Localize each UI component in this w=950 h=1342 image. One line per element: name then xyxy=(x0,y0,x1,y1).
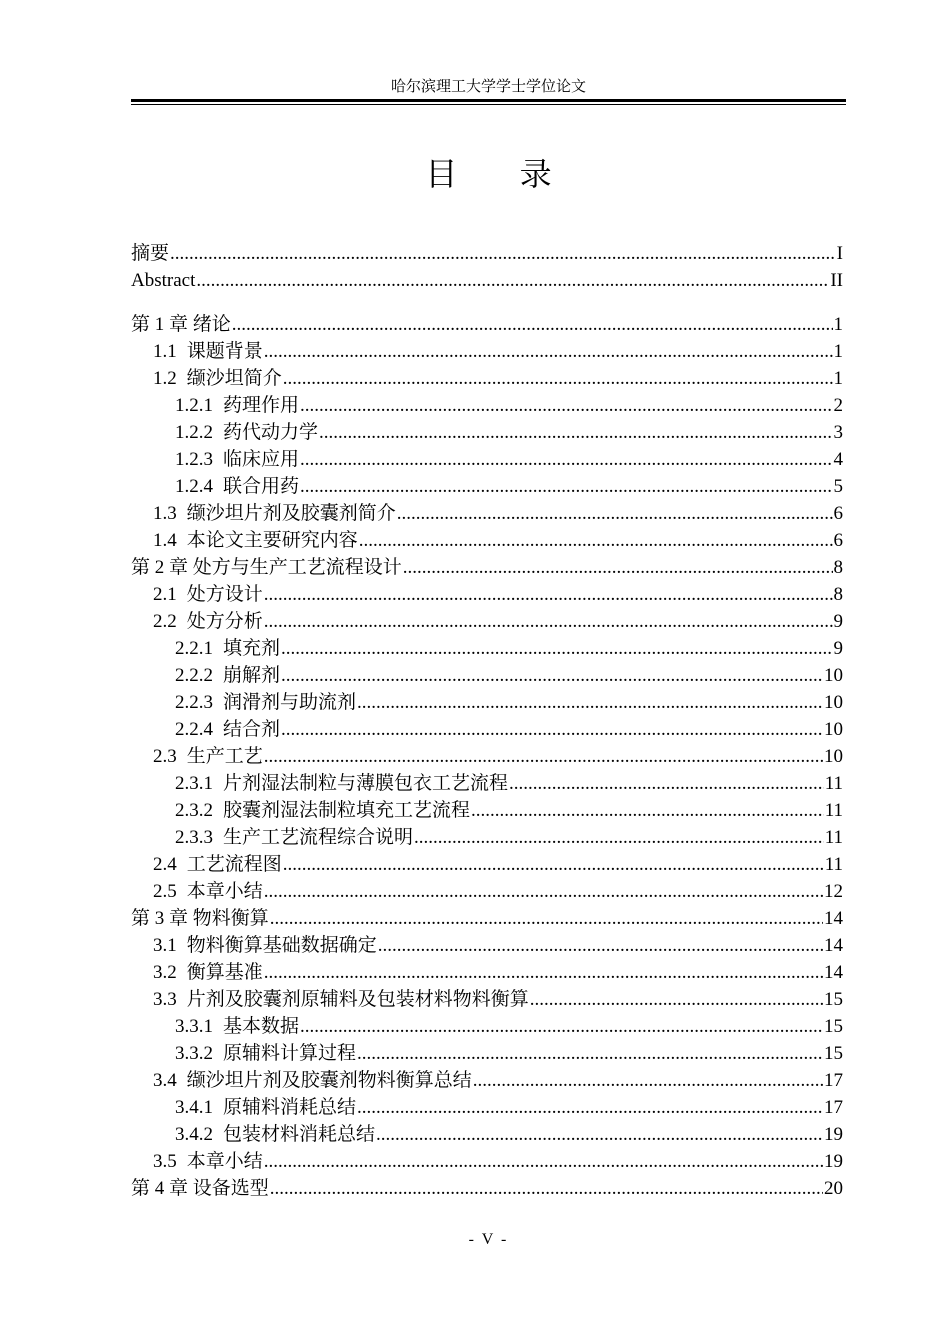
toc-entry-page: 4 xyxy=(833,449,843,470)
toc-entry-page: 6 xyxy=(833,503,843,524)
toc-entry-label xyxy=(131,240,169,267)
toc-entry-label xyxy=(175,824,413,851)
toc-entry-number: 2.3.1 xyxy=(175,773,213,794)
toc-entry[interactable] xyxy=(131,1175,843,1202)
toc-leader-dots xyxy=(414,824,824,851)
toc-leader-dots xyxy=(264,338,833,365)
toc-entry-label xyxy=(175,716,280,743)
toc-entry-number: 3.1 xyxy=(153,935,177,956)
toc-leader-dots xyxy=(170,240,836,267)
header-rule-thin xyxy=(131,104,846,105)
toc-entry-page: 8 xyxy=(833,557,843,578)
toc-entry-page: 20 xyxy=(824,1178,843,1199)
toc-entry-title: 胶囊剂湿法制粒填充工艺流程 xyxy=(223,800,471,821)
toc-entry[interactable] xyxy=(131,365,843,392)
toc-leader-dots xyxy=(403,554,833,581)
toc-leader-dots xyxy=(397,500,833,527)
toc-entry-title: 原辅料计算过程 xyxy=(223,1043,357,1064)
toc-entry[interactable] xyxy=(131,959,843,986)
toc-entry[interactable] xyxy=(131,905,843,932)
toc-entry-label xyxy=(153,581,263,608)
toc-entry-page: 1 xyxy=(833,314,843,335)
toc-entry[interactable] xyxy=(131,716,843,743)
toc-entry-number: 3.2 xyxy=(153,962,177,983)
toc-entry-label xyxy=(153,1067,472,1094)
toc-entry-number: 第 3 章 xyxy=(131,908,193,929)
toc-leader-dots xyxy=(357,689,823,716)
toc-leader-dots xyxy=(283,851,824,878)
toc-entry-label xyxy=(175,1040,356,1067)
toc-entry-title: 片剂及胶囊剂原辅料及包装材料物料衡算 xyxy=(186,989,529,1010)
toc-entry-page: 17 xyxy=(824,1070,843,1091)
toc-entry-label xyxy=(175,473,299,500)
toc-leader-dots xyxy=(264,581,833,608)
toc-entry-page: 10 xyxy=(824,719,843,740)
toc-leader-dots xyxy=(281,716,823,743)
toc-entry-title: 润滑剂与助流剂 xyxy=(223,692,357,713)
toc-entry-page: 10 xyxy=(824,746,843,767)
toc-entry-label xyxy=(153,932,377,959)
toc-entry[interactable] xyxy=(131,311,843,338)
toc-entry-page: 15 xyxy=(824,1043,843,1064)
toc-entry-title: 衡算基准 xyxy=(186,962,263,983)
toc-leader-dots xyxy=(264,608,833,635)
toc-entry-number: 2.2.3 xyxy=(175,692,213,713)
toc-entry-title: 本章小结 xyxy=(186,881,263,902)
toc-entry-page: 15 xyxy=(824,1016,843,1037)
toc-entry-page: 11 xyxy=(824,773,843,794)
toc-entry-label xyxy=(131,311,231,338)
toc-entry-page: 9 xyxy=(833,638,843,659)
toc-entry-label xyxy=(153,1148,263,1175)
toc-entry-title: 片剂湿法制粒与薄膜包衣工艺流程 xyxy=(223,773,509,794)
toc-entry-title: 工艺流程图 xyxy=(186,854,282,875)
toc-entry[interactable] xyxy=(131,240,843,267)
toc-entry[interactable] xyxy=(131,797,843,824)
toc-entry-label xyxy=(175,1094,356,1121)
toc-entry-number: 1.2 xyxy=(153,368,177,389)
toc-entry-number: 1.2.2 xyxy=(175,422,213,443)
toc-entry-label xyxy=(175,635,280,662)
toc-entry[interactable] xyxy=(131,851,843,878)
toc-entry-number: 2.2 xyxy=(153,611,177,632)
toc-entry-number: 2.1 xyxy=(153,584,177,605)
toc-entry-title: 课题背景 xyxy=(186,341,263,362)
toc-entry-page: 9 xyxy=(833,611,843,632)
toc-leader-dots xyxy=(264,878,823,905)
toc-entry-number: 3.3.1 xyxy=(175,1016,213,1037)
toc-entry[interactable] xyxy=(131,608,843,635)
toc-entry-label xyxy=(175,770,508,797)
toc-entry-label xyxy=(153,743,263,770)
toc-entry-title: 本论文主要研究内容 xyxy=(186,530,358,551)
toc-entry-title: 临床应用 xyxy=(223,449,300,470)
toc-entry-label xyxy=(175,446,299,473)
toc-entry-number: 第 2 章 xyxy=(131,557,193,578)
toc-entry-label xyxy=(153,365,282,392)
toc-entry-page: 14 xyxy=(824,908,843,929)
toc-entry-page: 2 xyxy=(833,395,843,416)
toc-entry-title: 基本数据 xyxy=(223,1016,300,1037)
toc-entry-label xyxy=(175,797,470,824)
toc-entry-number: 第 4 章 xyxy=(131,1178,193,1199)
toc-entry-number: 第 1 章 xyxy=(131,314,193,335)
toc-entry-label xyxy=(175,689,356,716)
toc-entry-number: 2.5 xyxy=(153,881,177,902)
toc-leader-dots xyxy=(376,1121,823,1148)
toc-entry-page: 15 xyxy=(824,989,843,1010)
toc-entry-title: 绪论 xyxy=(192,314,231,335)
running-header: 哈尔滨理工大学学士学位论文 xyxy=(390,79,586,95)
toc-entry-number: 2.3.2 xyxy=(175,800,213,821)
toc-leader-dots xyxy=(300,1013,823,1040)
toc-entry-title: 物料衡算 xyxy=(192,908,269,929)
toc-entry[interactable] xyxy=(131,1013,843,1040)
toc-leader-dots xyxy=(530,986,823,1013)
toc-entry-label xyxy=(131,267,195,294)
toc-entry[interactable] xyxy=(131,527,843,554)
toc-entry-page: 3 xyxy=(833,422,843,443)
toc-leader-dots xyxy=(471,797,824,824)
toc-entry-label xyxy=(153,986,529,1013)
toc-entry-number: 3.3 xyxy=(153,989,177,1010)
toc-leader-dots xyxy=(281,635,832,662)
toc-entry[interactable] xyxy=(131,1148,843,1175)
toc-entry-label xyxy=(175,1121,375,1148)
toc-entry[interactable] xyxy=(131,770,843,797)
toc-entry-number: 3.4 xyxy=(153,1070,177,1091)
toc-entry-page: 1 xyxy=(833,368,843,389)
toc-entry[interactable] xyxy=(131,986,843,1013)
toc-entry-number: 2.2.4 xyxy=(175,719,213,740)
toc-entry-number: 3.4.2 xyxy=(175,1124,213,1145)
toc-entry-label xyxy=(153,959,263,986)
toc-entry-title: Abstract xyxy=(131,270,196,291)
toc-entry-number: 2.3 xyxy=(153,746,177,767)
toc-entry-label xyxy=(153,878,263,905)
toc-leader-dots xyxy=(473,1067,823,1094)
toc-entry-label xyxy=(175,662,280,689)
toc-entry-number: 1.2.4 xyxy=(175,476,213,497)
toc-entry-title: 崩解剂 xyxy=(223,665,281,686)
toc-entry-number: 1.3 xyxy=(153,503,177,524)
toc-entry-label xyxy=(153,851,282,878)
toc-entry-page: 14 xyxy=(824,962,843,983)
toc-spacer xyxy=(131,294,843,311)
toc-entry-label xyxy=(131,554,402,581)
table-of-contents xyxy=(131,240,843,1202)
toc-leader-dots xyxy=(300,473,832,500)
toc-entry-page: 1 xyxy=(833,341,843,362)
toc-entry[interactable] xyxy=(131,338,843,365)
toc-leader-dots xyxy=(232,311,833,338)
toc-entry-page: 11 xyxy=(824,854,843,875)
toc-entry[interactable] xyxy=(131,473,843,500)
toc-entry-title: 生产工艺流程综合说明 xyxy=(223,827,414,848)
toc-entry[interactable] xyxy=(131,1094,843,1121)
toc-entry-number: 1.2.1 xyxy=(175,395,213,416)
toc-entry-number: 2.2.2 xyxy=(175,665,213,686)
toc-entry-label xyxy=(153,338,263,365)
toc-leader-dots xyxy=(357,1040,823,1067)
toc-leader-dots xyxy=(264,1148,823,1175)
toc-entry-title: 缬沙坦简介 xyxy=(186,368,282,389)
toc-entry[interactable] xyxy=(131,581,843,608)
toc-entry-number: 3.3.2 xyxy=(175,1043,213,1064)
toc-entry-page: 5 xyxy=(833,476,843,497)
toc-entry[interactable] xyxy=(131,1040,843,1067)
toc-entry-label xyxy=(175,1013,299,1040)
toc-entry[interactable] xyxy=(131,500,843,527)
toc-entry-title: 处方分析 xyxy=(186,611,263,632)
toc-entry-title: 处方与生产工艺流程设计 xyxy=(192,557,402,578)
toc-leader-dots xyxy=(300,446,832,473)
toc-entry[interactable] xyxy=(131,1067,843,1094)
toc-leader-dots xyxy=(359,527,833,554)
toc-leader-dots xyxy=(264,959,823,986)
toc-entry-page: 17 xyxy=(824,1097,843,1118)
toc-entry[interactable] xyxy=(131,662,843,689)
toc-entry-page: 11 xyxy=(824,800,843,821)
toc-leader-dots xyxy=(196,267,829,294)
toc-entry-title: 填充剂 xyxy=(223,638,281,659)
toc-entry[interactable] xyxy=(131,267,843,294)
toc-entry-number: 2.4 xyxy=(153,854,177,875)
header-rule-thick xyxy=(131,99,846,102)
toc-entry-number: 1.1 xyxy=(153,341,177,362)
toc-entry-label xyxy=(153,608,263,635)
page-number: - V - xyxy=(468,1231,509,1248)
toc-entry-number: 3.5 xyxy=(153,1151,177,1172)
toc-leader-dots xyxy=(357,1094,823,1121)
toc-leader-dots xyxy=(281,662,823,689)
toc-leader-dots xyxy=(270,1175,823,1202)
toc-entry-label xyxy=(131,1175,269,1202)
toc-entry-title: 处方设计 xyxy=(186,584,263,605)
toc-entry[interactable] xyxy=(131,554,843,581)
toc-entry-number: 1.4 xyxy=(153,530,177,551)
toc-entry-title: 包装材料消耗总结 xyxy=(223,1124,376,1145)
toc-entry-page: I xyxy=(836,243,843,264)
toc-entry-label xyxy=(131,905,269,932)
page-title: 目 录 xyxy=(425,155,578,193)
toc-entry-page: 10 xyxy=(824,692,843,713)
toc-entry-title: 联合用药 xyxy=(223,476,300,497)
toc-entry-title: 生产工艺 xyxy=(186,746,263,767)
toc-entry-page: 19 xyxy=(824,1124,843,1145)
toc-entry-title: 原辅料消耗总结 xyxy=(223,1097,357,1118)
toc-entry[interactable] xyxy=(131,878,843,905)
toc-leader-dots xyxy=(283,365,833,392)
toc-leader-dots xyxy=(264,743,823,770)
toc-entry-title: 药代动力学 xyxy=(223,422,319,443)
toc-entry-title: 物料衡算基础数据确定 xyxy=(186,935,377,956)
toc-entry[interactable] xyxy=(131,932,843,959)
toc-leader-dots xyxy=(270,905,823,932)
toc-entry[interactable] xyxy=(131,1121,843,1148)
toc-entry-label xyxy=(175,419,318,446)
toc-entry[interactable] xyxy=(131,743,843,770)
toc-entry-page: 10 xyxy=(824,665,843,686)
toc-entry[interactable] xyxy=(131,392,843,419)
toc-entry-page: 12 xyxy=(824,881,843,902)
toc-entry-title: 药理作用 xyxy=(223,395,300,416)
toc-entry-page: 14 xyxy=(824,935,843,956)
toc-entry-label xyxy=(153,500,396,527)
toc-entry-page: II xyxy=(830,270,843,291)
toc-leader-dots xyxy=(509,770,824,797)
toc-entry-title: 结合剂 xyxy=(223,719,281,740)
toc-entry-page: 6 xyxy=(833,530,843,551)
toc-entry-title: 本章小结 xyxy=(186,1151,263,1172)
toc-entry[interactable] xyxy=(131,689,843,716)
toc-leader-dots xyxy=(378,932,823,959)
toc-entry[interactable] xyxy=(131,446,843,473)
toc-entry-title: 设备选型 xyxy=(192,1178,269,1199)
toc-entry-page: 19 xyxy=(824,1151,843,1172)
toc-entry-number: 1.2.3 xyxy=(175,449,213,470)
toc-entry-page: 8 xyxy=(833,584,843,605)
toc-leader-dots xyxy=(300,392,832,419)
toc-entry-title: 缬沙坦片剂及胶囊剂物料衡算总结 xyxy=(186,1070,472,1091)
toc-entry[interactable] xyxy=(131,419,843,446)
toc-entry-number: 2.3.3 xyxy=(175,827,213,848)
toc-entry-page: 11 xyxy=(824,827,843,848)
toc-leader-dots xyxy=(319,419,832,446)
toc-entry-title: 摘要 xyxy=(131,243,170,264)
toc-entry-title: 缬沙坦片剂及胶囊剂简介 xyxy=(186,503,396,524)
toc-entry-label xyxy=(153,527,358,554)
toc-entry[interactable] xyxy=(131,635,843,662)
toc-entry-number: 2.2.1 xyxy=(175,638,213,659)
toc-entry-number: 3.4.1 xyxy=(175,1097,213,1118)
toc-entry-label xyxy=(175,392,299,419)
toc-entry[interactable] xyxy=(131,824,843,851)
